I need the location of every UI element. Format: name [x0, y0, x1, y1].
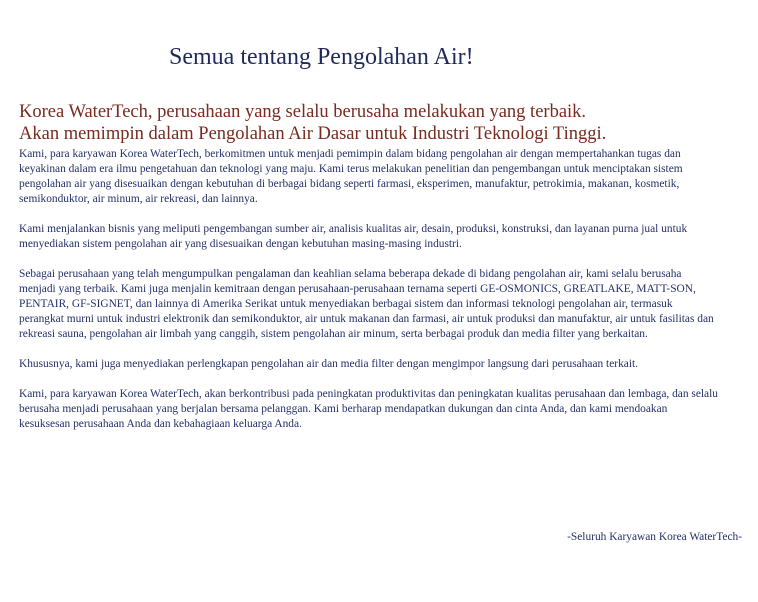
- page-title: Semua tentang Pengolahan Air!: [169, 44, 474, 70]
- intro-heading: [19, 101, 739, 145]
- intro-line-1: Korea WaterTech, perusahaan yang selalu berusaha melakukan yang terbaik.: [19, 102, 587, 122]
- paragraph-partnership: Sebagai perusahaan yang telah mengumpulkan pengalaman dan keahlian selama beberapa dekade di bidang pengolahan air, kami selalu berusaha menjadi yang terbaik. Kami juga menjalin kemitraan dengan perusahaan-perusahaan ternama seperti GE-OSMONICS, GREATLAKE, MATT-SON, PENTAIR, GF-SIGNET, dan lainnya di Amerika Serikat untuk menyediakan berbagai sistem dan informasi teknologi pengolahan air, termasuk perangkat murni untuk industri elektronik dan semikonduktor, air untuk makanan dan farmasi, air untuk produksi dan manufaktur, air untuk fasilitas dan rekreasi sauna, pengolahan air limbah yang canggih, sistem pengolahan air minum, serta berbagai produk dan media filter yang berkaitan.: [19, 268, 714, 340]
- signature: -Seluruh Karyawan Korea WaterTech-: [567, 531, 742, 543]
- intro-line-2: Akan memimpin dalam Pengolahan Air Dasar untuk Industri Teknologi Tinggi.: [19, 124, 607, 144]
- paragraph-business: Kami menjalankan bisnis yang meliputi pengembangan sumber air, analisis kualitas air, desain, produksi, konstruksi, dan layanan purna jual untuk menyediakan sistem pengolahan air yang disesuaikan dengan kebutuhan masing-masing industri.: [19, 223, 688, 250]
- body-text: [19, 147, 719, 447]
- paragraph-import: Khususnya, kami juga menyediakan perlengkapan pengolahan air dan media filter dengan mengimpor langsung dari perusahaan terkait.: [19, 358, 638, 370]
- paragraph-commitment: Kami, para karyawan Korea WaterTech, berkomitmen untuk menjadi pemimpin dalam bidang pengolahan air dengan mempertahankan tugas dan keyakinan dalam era ilmu pengetahuan dan teknologi yang maju. Kami terus melakukan penelitian dan pengembangan untuk menciptakan sistem pengolahan air yang disesuaikan dengan kebutuhan di berbagai bidang seperti farmasi, eksperimen, manufaktur, petrokimia, makanan, kosmetik, semikonduktor, air minum, air rekreasi, dan lainnya.: [19, 148, 683, 205]
- paragraph-closing: Kami, para karyawan Korea WaterTech, akan berkontribusi pada peningkatan produktivitas dan peningkatan kualitas perusahaan dan lembaga, dan selalu berusaha menjadi perusahaan yang berjalan bersama pelanggan. Kami berharap mendapatkan dukungan dan cinta Anda, dan kami mendoakan kesuksesan perusahaan Anda dan kebahagiaan keluarga Anda.: [19, 388, 718, 430]
